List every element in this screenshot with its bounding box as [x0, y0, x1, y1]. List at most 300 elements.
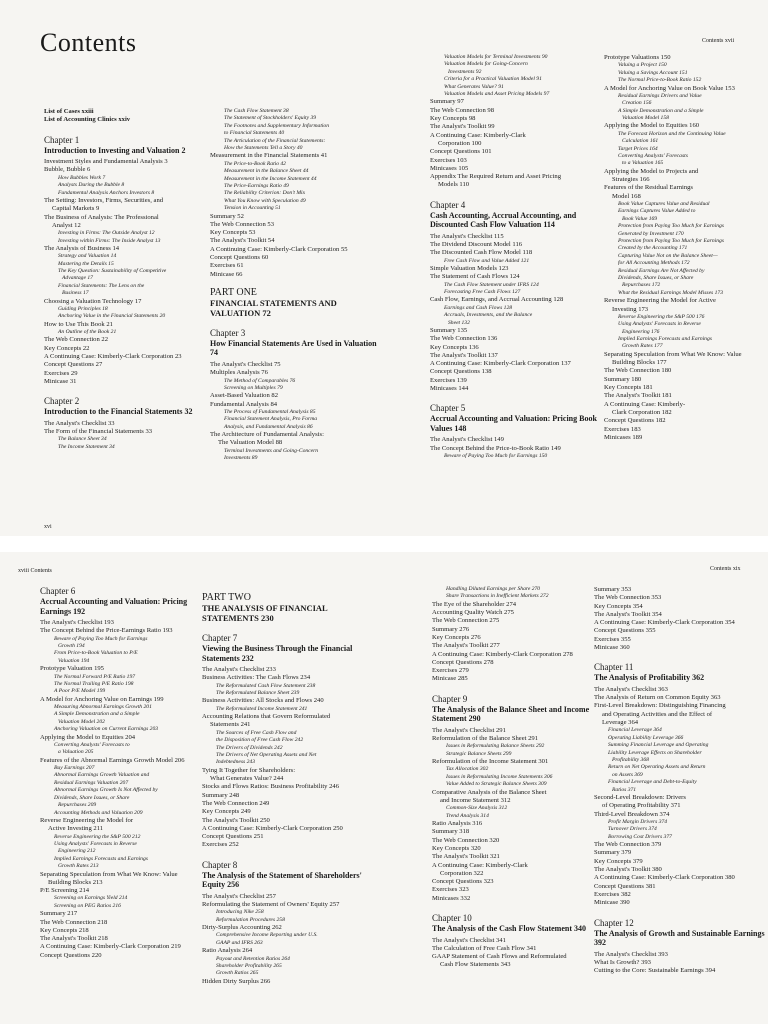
toc-subentry: Valuation Models for Terminal Investments 90	[444, 54, 548, 60]
toc-subentry: An Outline of the Book 21	[58, 329, 117, 336]
toc-subentry: Book Value 169	[622, 215, 658, 222]
toc-subentry: Protection from Paying Too Much for Earnings	[618, 237, 724, 244]
toc-entry: The Valuation Model 88	[218, 439, 283, 447]
toc-entry: Summary 318	[432, 828, 470, 836]
toc-subentry: The Method of Comparables 76	[224, 377, 296, 384]
toc-column	[432, 586, 592, 970]
toc-subentry: Creation 156	[622, 100, 652, 107]
toc-entry: A Continuing Case: Kimberly-Clark Corporation 380	[594, 874, 735, 882]
toc-subentry: Residual Earnings Drivers and Value	[618, 92, 702, 99]
toc-subentry: Introducing Nike 258	[216, 909, 264, 916]
toc-entry: Concept Questions 138	[430, 368, 492, 376]
toc-entry: Reformulation of the Balance Sheet 291	[432, 735, 539, 743]
toc-entry: Summary 248	[202, 791, 240, 799]
contents-heading: Contents	[40, 28, 137, 57]
toc-subentry: Financial Statements: The Lens on the	[58, 282, 145, 289]
toc-entry: Concept Questions 220	[40, 951, 102, 959]
chapter-heading	[44, 396, 204, 417]
toc-subentry: Growth Ratios 265	[216, 970, 259, 977]
toc-subentry: The Reformulated Income Statement 241	[216, 705, 308, 712]
toc-subentry: The Key Question: Sustainability of Competitive	[58, 268, 167, 275]
toc-entry: First-Level Breakdown: Distinguishing Financing	[594, 702, 726, 710]
part-label: PART TWO	[202, 592, 251, 603]
toc-entry: The Concept Behind the Price-Earnings Ratio 193	[40, 627, 173, 635]
toc-subentry: a Valuation 205	[58, 749, 94, 756]
chapter-heading	[44, 135, 204, 156]
toc-subentry: Fundamental Analysis Anchors Investors 8	[58, 189, 155, 196]
toc-subentry: The Reformulated Balance Sheet 239	[216, 690, 300, 696]
toc-subentry: Business 17	[62, 290, 89, 297]
toc-entry: A Model for Anchoring Value on Earnings 199	[40, 695, 164, 703]
toc-entry: Exercises 355	[594, 635, 631, 643]
toc-entry: Exercises 323	[432, 886, 469, 894]
toc-subentry: Reverse Engineering the S&P 500 212	[54, 833, 141, 840]
toc-entry: Summary 135	[430, 326, 468, 334]
toc-entry: The Analyst's Toolkit 380	[594, 866, 662, 874]
toc-subentry: Profitability 368	[612, 756, 649, 763]
toc-entry: The Analyst's Checklist 291	[432, 726, 506, 734]
toc-subentry: to a Valuation 165	[622, 160, 664, 167]
toc-subentry: Protection from Paying Too Much for Earnings	[618, 223, 724, 230]
toc-entry: A Continuing Case: Kimberly-	[604, 400, 686, 408]
toc-subentry: Turnover Drivers 374	[608, 826, 657, 833]
toc-entry: Bubble, Bubble 6	[44, 166, 91, 174]
toc-subentry: Measurement in the Balance Sheet 44	[224, 168, 309, 175]
chapter-title: Accrual Accounting and Valuation: Pricing Earnings 192	[40, 597, 188, 616]
toc-subentry: Valuing a Project 150	[618, 62, 667, 69]
toc-entry: The Analyst's Toolkit 250	[202, 816, 270, 824]
toc-subentry: Investing within Firms: The Inside Analyst 13	[58, 237, 161, 244]
toc-entry: What Is Growth? 393	[594, 958, 651, 966]
toc-subentry: Advantage 17	[62, 275, 93, 282]
toc-subentry: What You Know with Speculation 49	[224, 197, 306, 204]
toc-entry: Key Concepts 276	[432, 634, 481, 641]
toc-entry: Minicase 360	[594, 644, 630, 652]
toc-entry: Building Blocks 177	[612, 359, 667, 367]
toc-subentry: Guiding Principles 18	[58, 305, 108, 312]
toc-subentry: Analysis, and Fundamental Analysis 86	[224, 423, 313, 430]
toc-entry: Summary 180	[604, 375, 642, 383]
toc-subentry: The Process of Fundamental Analysis 85	[224, 408, 316, 415]
toc-subentry: Forecasting Free Cash Flows 127	[444, 289, 521, 295]
toc-entry: Building Blocks 213	[48, 878, 103, 886]
page-folio: xviii Contents	[18, 568, 52, 574]
toc-entry: Exercises 29	[44, 369, 78, 377]
toc-subentry: Investments 89	[224, 455, 258, 462]
toc-entry: The Web Connection 353	[594, 594, 662, 602]
toc-entry: Stocks and Flows Ratios: Business Profitability 246	[202, 783, 340, 791]
toc-subentry: Converting Analysts' Forecasts to	[54, 741, 130, 748]
chapter-heading	[430, 200, 600, 230]
toc-entry: Tying It Together for Shareholders:	[202, 766, 296, 774]
toc-entry: The Calculation of Free Cash Flow 341	[432, 944, 537, 952]
toc-entry: Key Concepts 354	[594, 602, 643, 610]
toc-subentry: The Footnotes and Supplementary Information	[224, 122, 330, 129]
toc-subentry: Analysts During the Bubble 8	[58, 182, 125, 189]
chapter-label: Chapter 4	[430, 199, 466, 210]
toc-subentry: Reverse Engineering the S&P 500 176	[618, 313, 705, 320]
chapter-label: Chapter 2	[44, 396, 80, 407]
toc-subentry: Implied Earnings Forecasts and Earnings	[618, 336, 712, 343]
page-xvii	[384, 0, 768, 536]
toc-column	[202, 584, 380, 986]
toc-subentry: for All Accounting Methods 172	[618, 260, 690, 267]
toc-entry: Choosing a Valuation Technology 17	[44, 297, 142, 305]
toc-column	[604, 54, 766, 442]
toc-column	[594, 586, 766, 975]
toc-subentry: to Financial Statements 40	[224, 130, 285, 137]
toc-entry: Minicases 332	[432, 894, 471, 902]
toc-subentry: Measurement in the Income Statement 44	[224, 175, 317, 182]
toc-subentry: Valuing a Savings Account 151	[618, 69, 688, 76]
toc-subentry: GAAP and IFRS 263	[216, 939, 263, 946]
toc-subentry: How Bubbles Work 7	[58, 174, 106, 181]
page-folio: xvi	[44, 524, 52, 530]
toc-entry: Cash Flow, Earnings, and Accrual Accounting 128	[430, 296, 564, 304]
toc-entry: Ratio Analysis 264	[202, 947, 253, 955]
part-label: PART ONE	[210, 286, 257, 298]
toc-entry: The Analysis of Business 14	[44, 244, 120, 252]
toc-subentry: The Price-Earnings Ratio 49	[224, 182, 289, 189]
toc-subentry: Trend Analysis 314	[446, 812, 489, 819]
toc-subentry: Valuation Models and Asset Pricing Models 97	[444, 91, 550, 98]
chapter-title: Cash Accounting, Accrual Accounting, and Discounted Cash Flow Valuation 114	[430, 210, 577, 230]
toc-subentry: Summing Financial Leverage and Operating	[608, 742, 709, 749]
toc-entry: The Concept Behind the Price-to-Book Ratio 149	[430, 444, 561, 452]
toc-subentry: The Balance Sheet 34	[58, 436, 107, 443]
toc-subentry: Dividends, Share Issues, or Share	[618, 275, 694, 282]
toc-entry: Exercises 279	[432, 667, 469, 675]
toc-entry: Leverage 364	[602, 719, 639, 727]
chapter-heading	[202, 633, 380, 663]
toc-entry: Third-Level Breakdown 374	[594, 810, 670, 818]
toc-entry: Fundamental Analysis 84	[210, 400, 278, 408]
chapter-title: Introduction to the Financial Statements 32	[44, 407, 193, 417]
toc-entry: Exercises 183	[604, 425, 641, 433]
toc-subentry: The Normal Price-to-Book Ratio 152	[618, 77, 702, 84]
toc-entry: The Analyst's Checklist 393	[594, 950, 668, 958]
chapter-title: The Analysis of the Statement of Shareholders' Equity 256	[202, 870, 362, 890]
toc-entry: Key Concepts 98	[430, 115, 476, 123]
toc-entry: of Operating Profitability 371	[602, 802, 681, 810]
toc-entry: The Discounted Cash Flow Model 118	[430, 249, 533, 257]
toc-subentry: Investments 92	[448, 68, 482, 75]
toc-subentry: Earnings Captures Value Added to	[618, 208, 696, 215]
toc-subentry: Shareholder Profitability 265	[216, 962, 282, 969]
toc-subentry: The Reliability Criterion: Don't Mix	[224, 190, 306, 197]
toc-subentry: Using Analysts' Forecasts in Reverse	[54, 840, 137, 847]
toc-entry: Reverse Engineering the Model for	[40, 816, 134, 824]
toc-entry: Concept Questions 355	[594, 627, 656, 635]
toc-subentry: Engineering 176	[622, 328, 660, 335]
chapter-title: Introduction to Investing and Valuation 2	[44, 145, 186, 155]
toc-entry: Minicases 189	[604, 433, 643, 441]
toc-entry: Separating Speculation from What We Know: Value	[40, 870, 178, 878]
toc-subentry: Tax Allocation 302	[446, 766, 489, 773]
toc-entry: Key Concepts 249	[202, 808, 251, 816]
toc-subentry: Capturing Value Not on the Balance Sheet—	[618, 252, 718, 259]
toc-subentry: Valuation Model 158	[622, 115, 669, 122]
toc-column	[430, 54, 600, 460]
chapter-title: The Analysis of Growth and Sustainable Earnings 392	[594, 928, 765, 947]
toc-subentry: Reformulation Procedures 258	[216, 916, 285, 923]
toc-subentry: Growth 194	[58, 643, 85, 649]
toc-subentry: Value Added to Strategic Balance Sheets 309	[446, 781, 547, 788]
toc-entry: Corporation 100	[438, 139, 482, 147]
toc-subentry: Generated by Investment 170	[618, 230, 684, 237]
toc-entry: Minicase 390	[594, 899, 630, 907]
toc-subentry: Target Prices 164	[618, 145, 658, 152]
toc-subentry: Accounting Methods and Valuation 209	[54, 809, 143, 816]
toc-entry: The Analyst's Toolkit 99	[430, 123, 495, 131]
toc-entry: Dirty-Surplus Accounting 262	[202, 924, 282, 932]
toc-entry: Concept Questions 27	[44, 361, 103, 369]
toc-entry: Exercises 139	[430, 376, 467, 384]
toc-subentry: Buy Earnings 207	[54, 765, 95, 772]
chapter-label: Chapter 5	[430, 403, 466, 414]
toc-entry: Applying the Model to Projects and	[604, 167, 699, 175]
toc-entry: The Analyst's Checklist 149	[430, 436, 504, 444]
toc-entry: Minicase 31	[44, 377, 77, 385]
toc-entry: Summary 379	[594, 849, 632, 857]
toc-subentry: A Simple Demonstration and a Simple	[618, 107, 704, 114]
chapter-heading	[594, 918, 766, 948]
toc-subentry: on Assets 369	[612, 771, 643, 778]
toc-entry: Key Concepts 320	[432, 845, 481, 852]
toc-entry: The Statement of Cash Flows 124	[430, 273, 520, 281]
toc-subentry: Earnings and Cash Flows 128	[444, 304, 513, 311]
toc-subentry: Payout and Retention Ratios 264	[216, 955, 290, 962]
toc-subentry: Strategy and Valuation 14	[58, 253, 117, 260]
toc-entry: Concept Questions 251	[202, 833, 264, 841]
toc-subentry: The Price-to-Book Ratio 42	[224, 160, 286, 167]
toc-entry: Applying the Model to Equities 204	[40, 733, 136, 741]
toc-entry: Reverse Engineering the Model for Active	[604, 297, 716, 305]
toc-subentry: The Drivers of Dividends 242	[216, 744, 283, 751]
toc-subentry: Converting Analysts' Forecasts	[618, 152, 688, 159]
toc-subentry: Tension in Accounting 51	[224, 205, 281, 212]
toc-entry: A Continuing Case: Kimberly-Clark Corporation 23	[44, 353, 182, 361]
chapter-label: Chapter 6	[40, 586, 76, 596]
toc-entry: Key Concepts 53	[210, 229, 256, 237]
page-divider	[0, 536, 768, 552]
toc-subentry: Screening on Multiples 79	[224, 384, 283, 391]
toc-subentry: the Disposition of Free Cash Flow 242	[216, 737, 304, 744]
toc-subentry: The Normal Forward P/E Ratio 197	[54, 673, 136, 680]
toc-entry: Key Concepts 379	[594, 857, 643, 865]
toc-subentry: From Price-to-Book Valuation to P/E	[54, 650, 138, 657]
toc-subentry: Abnormal Earnings Growth Valuation and	[54, 772, 150, 779]
toc-entry: Concept Questions 278	[432, 658, 494, 666]
toc-entry: List of Cases xxiii	[44, 108, 94, 115]
toc-subentry: Financial Leverage 364	[608, 727, 662, 734]
toc-entry: Accounting Quality Watch 275	[432, 609, 514, 617]
toc-entry: A Continuing Case: Kimberly-Clark Corporation 219	[40, 943, 181, 951]
chapter-label: Chapter 1	[44, 134, 80, 145]
toc-subentry: Growth Rates 213	[58, 863, 99, 870]
toc-entry: Strategies 166	[612, 176, 650, 184]
chapter-label: Chapter 10	[432, 913, 472, 924]
toc-entry: The Analyst's Toolkit 218	[40, 935, 108, 943]
toc-subentry: Criteria for a Practical Valuation Model 91	[444, 76, 542, 83]
toc-subentry: Liability Leverage Effects on Shareholder	[608, 749, 702, 756]
toc-entry: Business Activities: All Stocks and Flows 240	[202, 697, 324, 705]
toc-entry: The Analyst's Checklist 257	[202, 892, 276, 900]
toc-entry: Concept Questions 381	[594, 882, 656, 890]
toc-subentry: The Statement of Stockholders' Equity 39	[224, 115, 317, 122]
chapter-label: Chapter 8	[202, 859, 238, 870]
toc-entry: Business Activities: The Cash Flows 234	[202, 674, 311, 682]
toc-subentry: Handling Diluted Earnings per Share 270	[446, 586, 541, 592]
toc-subentry: The Income Statement 34	[58, 443, 115, 450]
toc-subentry: Accruals, Investments, and the Balance	[444, 312, 533, 319]
chapter-heading	[432, 913, 592, 934]
toc-entry: A Continuing Case: Kimberly-Clark Corporation 137	[430, 360, 571, 368]
toc-subentry: Using Analysts' Forecasts in Reverse	[618, 321, 701, 328]
chapter-label: Chapter 3	[210, 327, 246, 338]
toc-entry: What Generates Value? 244	[210, 775, 284, 783]
toc-entry: The Web Connection 180	[604, 367, 672, 375]
toc-entry: Accounting Relations that Govern Reformulated	[202, 713, 331, 721]
toc-entry: Key Concepts 218	[40, 926, 89, 934]
toc-entry: The Analyst's Checklist 363	[594, 685, 668, 693]
toc-subentry: Ratios 371	[612, 786, 637, 793]
page-xix	[384, 552, 768, 1024]
toc-entry: Comparative Analysis of the Balance Sheet	[432, 788, 547, 796]
toc-subentry: Anchoring Value in the Financial Statements 20	[58, 313, 166, 320]
toc-entry: The Analyst's Checklist 115	[430, 232, 504, 240]
toc-entry: P/E Screening 214	[40, 887, 90, 895]
toc-entry: The Analyst's Checklist 193	[40, 619, 114, 626]
toc-entry: The Web Connection 98	[430, 106, 494, 114]
toc-entry: The Analyst's Checklist 75	[210, 360, 281, 368]
toc-entry: A Continuing Case: Kimberly-Clark Corporation 278	[432, 650, 573, 658]
toc-entry: The Web Connection 22	[44, 336, 108, 344]
toc-subentry: Indebtedness 243	[216, 759, 255, 766]
toc-entry: Minicases 105	[430, 164, 469, 172]
toc-entry: Minicase 285	[432, 675, 468, 683]
toc-entry: The Form of the Financial Statements 33	[44, 428, 153, 436]
toc-subentry: Growth Rates 177	[622, 343, 663, 350]
toc-entry: Summary 97	[430, 98, 464, 106]
toc-entry: Applying the Model to Equities 160	[604, 122, 700, 130]
toc-subentry: Issues in Reformulating Balance Sheets 292	[446, 743, 545, 750]
toc-entry: Capital Markets 9	[52, 205, 100, 213]
toc-entry: The Eye of the Shareholder 274	[432, 600, 517, 608]
toc-entry: Separating Speculation from What We Know: Value	[604, 350, 742, 358]
toc-subentry: Anchoring Valuation on Current Earnings 203	[54, 726, 159, 733]
chapter-title: The Analysis of the Balance Sheet and Income Statement 290	[432, 704, 590, 724]
part-heading	[202, 592, 380, 623]
toc-entry: The Web Connection 249	[202, 799, 270, 807]
chapter-title: How Financial Statements Are Used in Valuation 74	[210, 338, 377, 358]
toc-entry: Corporation 322	[440, 869, 484, 877]
toc-entry: A Continuing Case: Kimberly-Clark	[432, 861, 528, 869]
toc-entry: Summary 217	[40, 910, 78, 918]
toc-entry: The Analyst's Toolkit 354	[594, 610, 662, 618]
toc-entry: Features of the Abnormal Earnings Growth Model 206	[40, 756, 185, 764]
toc-entry: List of Accounting Clinics xxiv	[44, 116, 131, 124]
toc-subentry: The Articulation of the Financial Statements:	[224, 137, 326, 144]
toc-subentry: Return on Net Operating Assets and Return	[608, 764, 706, 771]
toc-entry: Exercises 252	[202, 841, 239, 849]
chapter-heading	[432, 694, 592, 724]
toc-entry: Concept Questions 323	[432, 878, 494, 886]
toc-entry: Minicases 144	[430, 385, 469, 392]
toc-subentry: The Forecast Horizon and the Continuing Value	[618, 130, 726, 137]
toc-entry: The Analyst's Checklist 341	[432, 936, 506, 944]
toc-entry: A Continuing Case: Kimberly-Clark Corporation 354	[594, 619, 735, 627]
toc-subentry: Repurchases 172	[622, 282, 661, 289]
chapter-heading	[202, 860, 380, 890]
toc-entry: A Continuing Case: Kimberly-Clark Corporation 250	[202, 824, 343, 832]
toc-column	[210, 108, 380, 463]
toc-subentry: Free Cash Flow and Value Added 121	[444, 257, 530, 264]
toc-entry: Summary 276	[432, 625, 470, 633]
toc-entry: Investment Styles and Fundamental Analysis 3	[44, 158, 168, 166]
toc-column	[44, 108, 204, 451]
toc-entry: The Web Connection 218	[40, 918, 108, 926]
toc-subentry: Residual Earnings Are Not Affected by	[618, 267, 705, 274]
toc-entry: Appendix The Required Return and Asset Pricing	[430, 173, 561, 181]
page-folio: Contents xvii	[702, 38, 735, 44]
toc-subentry: Issues in Reformulating Income Statements 306	[446, 773, 553, 780]
toc-entry: The Analyst's Toolkit 277	[432, 642, 500, 650]
toc-subentry: Implied Earnings Forecasts and Earnings	[54, 855, 148, 862]
toc-entry: GAAP Statement of Cash Flows and Reformulated	[432, 953, 567, 961]
toc-subentry: Common-Size Analysis 312	[446, 805, 508, 812]
toc-entry: The Web Connection 53	[210, 220, 274, 228]
chapter-heading	[40, 586, 200, 616]
toc-entry: Concept Questions 101	[430, 148, 492, 156]
toc-entry: A Model for Anchoring Value on Book Value 153	[604, 84, 735, 92]
chapter-title: The Analysis of Profitability 362	[594, 673, 705, 683]
toc-subentry: Share Transactions in Inefficient Markets 272	[446, 593, 549, 600]
toc-entry: Concept Questions 60	[210, 254, 269, 262]
toc-entry: Cutting to the Core: Sustainable Earnings 394	[594, 967, 716, 975]
toc-entry: Multiples Analysis 76	[210, 369, 268, 377]
toc-subentry: How the Statements Tell a Story 40	[224, 145, 303, 152]
toc-subentry: Calculation 161	[622, 138, 659, 145]
toc-entry: How to Use This Book 21	[44, 320, 113, 328]
toc-subentry: Valuation Model 202	[58, 718, 105, 725]
toc-entry: Key Concepts 181	[604, 384, 653, 392]
toc-entry: Asset-Based Valuation 82	[210, 392, 279, 400]
toc-subentry: Screening on Earnings Yield 214	[54, 895, 128, 902]
chapter-title: Accrual Accounting and Valuation: Pricing Book Values 148	[430, 414, 597, 433]
toc-entry: The Setting: Investors, Firms, Securities, and	[44, 196, 164, 204]
chapter-title: The Analysis of the Cash Flow Statement 340	[432, 924, 587, 934]
toc-subentry: Repurchases 209	[58, 802, 97, 809]
toc-subentry: Terminal Investments and Going-Concern	[224, 447, 319, 454]
toc-subentry: What Generates Value? 91	[444, 83, 504, 90]
toc-entry: A Continuing Case: Kimberly-Clark	[430, 131, 526, 139]
toc-subentry: Engineering 212	[58, 848, 96, 855]
toc-subentry: A Simple Demonstration and a Simple	[54, 711, 140, 718]
chapter-heading	[210, 328, 380, 358]
part-title: THE ANALYSIS OF FINANCIAL STATEMENTS 230	[202, 603, 328, 623]
chapter-label: Chapter 11	[594, 662, 634, 673]
toc-entry: Key Concepts 22	[44, 344, 90, 352]
toc-subentry: Beware of Paying Too Much for Earnings 150	[444, 452, 548, 459]
toc-entry: The Dividend Discount Model 116	[430, 241, 523, 248]
chapter-label: Chapter 9	[432, 693, 468, 704]
toc-subentry: Financial Leverage and Debt-to-Equity	[608, 779, 697, 786]
toc-subentry: Sheet 132	[448, 319, 470, 326]
toc-entry: Analyst 12	[52, 221, 81, 229]
toc-entry: and Operating Activities and the Effect of	[602, 710, 713, 718]
toc-entry: Active Investing 211	[48, 825, 104, 833]
